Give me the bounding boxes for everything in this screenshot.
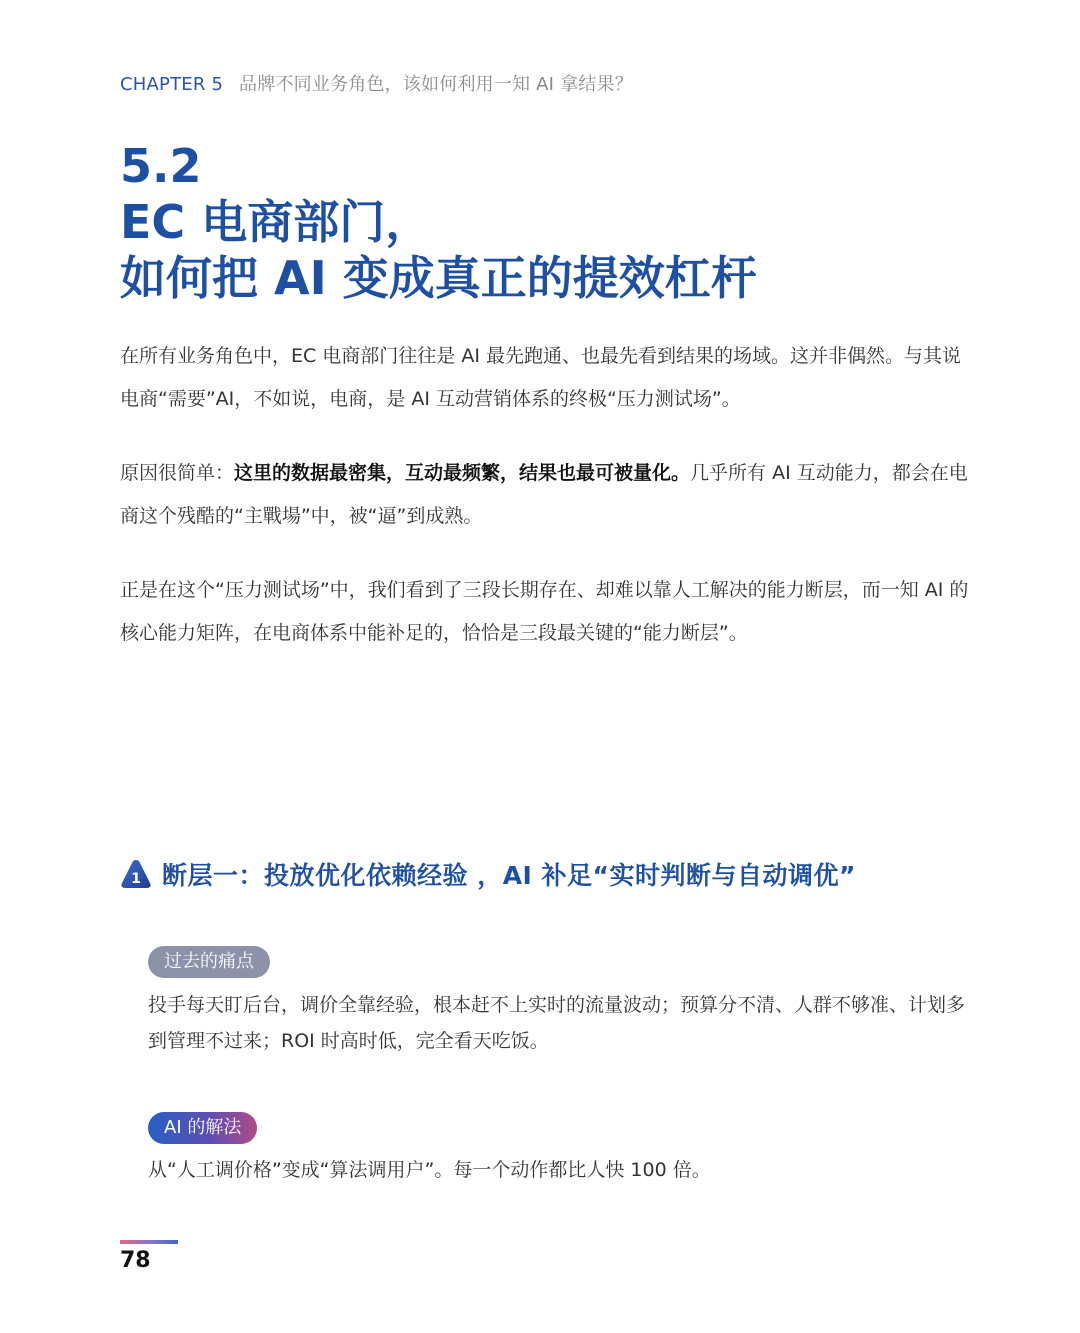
ai-solution-tag: AI 的解法 [148, 1112, 257, 1144]
page-number-accent-bar [120, 1240, 178, 1244]
title-line-2: 如何把 AI 变成真正的提效杠杆 [120, 251, 757, 305]
paragraph-2-prefix: 原因很简单： [120, 462, 235, 484]
paragraph-2 [120, 452, 970, 538]
section-number: 5.2 [120, 139, 202, 193]
chapter-label: CHAPTER 5 [120, 74, 224, 95]
paragraph-3: 正是在这个“压力测试场”中，我们看到了三段长期存在、却难以靠人工解决的能力断层，而一知 AI 的核心能力矩阵，在电商体系中能补足的，恰恰是三段最关键的“能力断层”。 [120, 579, 969, 644]
page-number [120, 1240, 178, 1273]
pain-point-text: 投手每天盯后台，调价全靠经验，根本赶不上实时的流量波动；预算分不清、人群不够准、计划多到管理不过来；ROI 时高时低，完全看天吃饭。 [148, 994, 966, 1052]
paragraph-2-bold: 这里的数据最密集，互动最频繁，结果也最可被量化。 [234, 462, 691, 484]
running-header [120, 70, 633, 96]
number-badge-text: 1 [131, 871, 141, 887]
subsection-heading [120, 852, 856, 896]
chapter-subtitle: 品牌不同业务角色，该如何利用一知 AI 拿结果？ [239, 74, 633, 95]
paragraph-1: 在所有业务角色中，EC 电商部门往往是 AI 最先跑通、也最先看到结果的场域。这并非偶然。与其说电商“需要”AI，不如说，电商，是 AI 互动营销体系的终极“压力测试场”。 [120, 345, 961, 410]
paragraph-2-suffix: 几乎所有 AI 互动能力，都会在电商这个残酷的“主戰場”中，被“逼”到成熟。 [120, 462, 968, 527]
title-line-1: EC 电商部门， [120, 195, 432, 249]
section-title [120, 138, 757, 306]
ai-solution-text: 从“人工调价格”变成“算法调用户”。每一个动作都比人快 100 倍。 [148, 1159, 711, 1181]
pain-point-tag: 过去的痛点 [148, 946, 270, 978]
page-number-text: 78 [120, 1248, 151, 1273]
subsection-heading-text: 断层一：投放优化依赖经验 ，AI 补足“实时判断与自动调优” [162, 861, 856, 890]
number-badge-icon [120, 858, 152, 890]
